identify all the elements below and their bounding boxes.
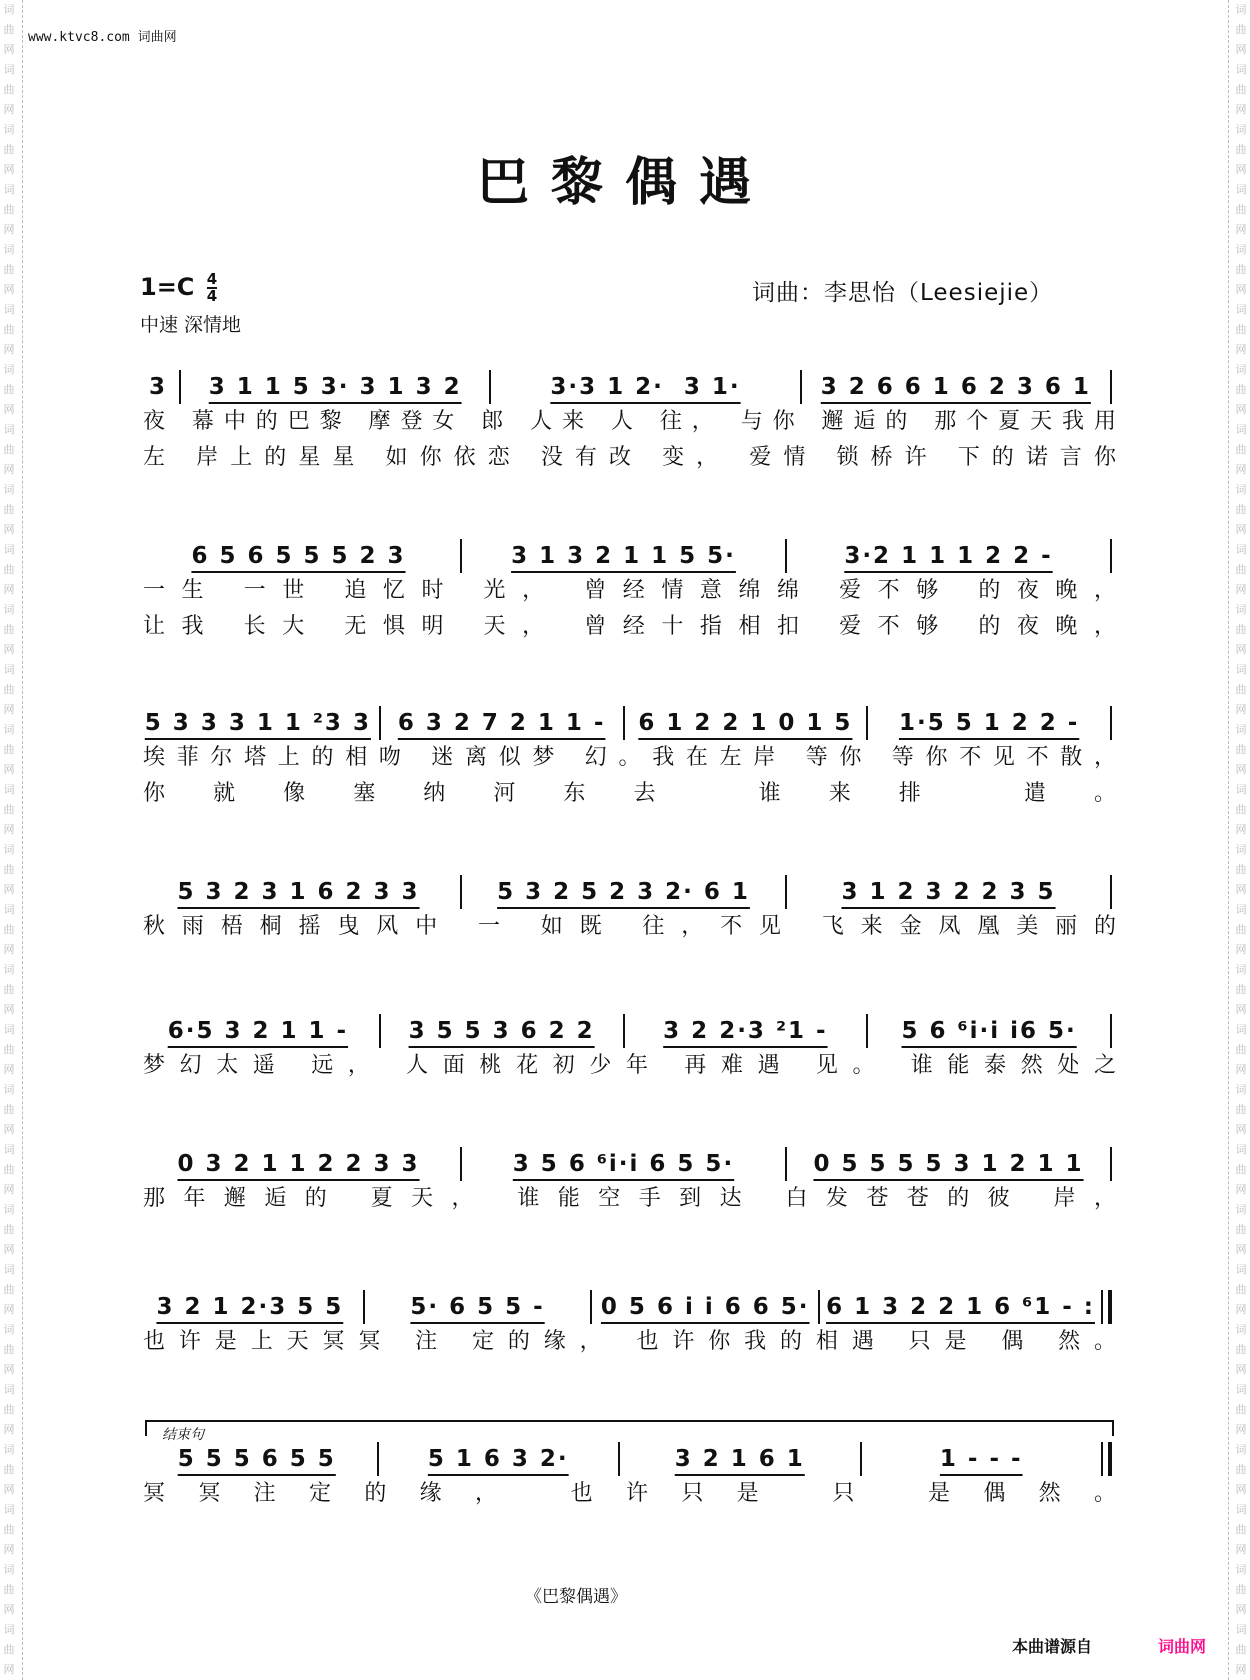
watermark-char: 网 <box>1235 943 1247 956</box>
watermark-char: 网 <box>1235 1543 1247 1556</box>
measure: 1 - - - <box>939 1446 1023 1472</box>
watermark-char: 网 <box>3 1543 15 1556</box>
watermark-char: 曲 <box>3 263 15 276</box>
watermark-char: 词 <box>1235 1083 1247 1096</box>
measure: 0 5 6 i i 6 6 5· <box>600 1294 810 1320</box>
watermark-char: 词 <box>1235 1503 1247 1516</box>
brand-link[interactable]: 词曲网 <box>1158 1637 1207 1656</box>
watermark-char: 词 <box>1235 123 1247 136</box>
lyric-line: 左 岸上的星星 如你依恋 没有改 变， 爱情 锁桥许 下的诺言你 <box>143 445 1118 470</box>
barline <box>785 875 787 909</box>
watermark-char: 词 <box>3 63 15 76</box>
watermark-char: 曲 <box>1235 1643 1247 1656</box>
measure: 6 3 2 7 2 1 1 - <box>397 710 606 736</box>
barline <box>1101 1290 1112 1324</box>
watermark-char: 曲 <box>1235 923 1247 936</box>
watermark-char: 词 <box>3 243 15 256</box>
watermark-char: 词 <box>3 603 15 616</box>
barline <box>363 1290 365 1324</box>
measure: 6·5 3 2 1 1 - <box>167 1018 349 1044</box>
watermark-char: 曲 <box>1235 1523 1247 1536</box>
coda-bracket <box>145 1420 1114 1436</box>
watermark-char: 曲 <box>1235 623 1247 636</box>
barline <box>785 539 787 573</box>
credits: 词曲：李思怡（Leesiejie） <box>752 280 1054 306</box>
lyric-line: 你就像塞纳河东去 谁来排 遣。 <box>143 781 1118 806</box>
watermark-char: 词 <box>3 903 15 916</box>
watermark-char: 网 <box>1235 1183 1247 1196</box>
watermark-char: 词 <box>1235 843 1247 856</box>
barline <box>590 1290 592 1324</box>
measure: 3 2 1 2·3 5 5 <box>156 1294 344 1320</box>
footer-title: 《巴黎偶遇》 <box>525 1587 627 1607</box>
watermark-char: 词 <box>3 1383 15 1396</box>
watermark-char: 曲 <box>1235 443 1247 456</box>
watermark-char: 词 <box>3 963 15 976</box>
watermark-char: 曲 <box>3 1283 15 1296</box>
watermark-char: 网 <box>3 283 15 296</box>
coda-label: 结束句 <box>162 1427 204 1443</box>
barline <box>379 1014 381 1048</box>
key: 1=C <box>140 273 195 301</box>
watermark-char: 词 <box>1235 423 1247 436</box>
barline <box>1101 1442 1112 1476</box>
measure: 1·5 5 1 2 2 - <box>898 710 1080 736</box>
watermark-char: 曲 <box>1235 23 1247 36</box>
watermark-char: 词 <box>1235 603 1247 616</box>
barline <box>460 875 462 909</box>
watermark-char: 网 <box>1235 1003 1247 1016</box>
watermark-char: 曲 <box>3 1043 15 1056</box>
watermark-char: 网 <box>1235 523 1247 536</box>
watermark-char: 曲 <box>3 803 15 816</box>
notation-line <box>143 1442 1118 1476</box>
watermark-char: 网 <box>1235 43 1247 56</box>
watermark-char: 曲 <box>3 623 15 636</box>
watermark-char: 网 <box>1235 463 1247 476</box>
watermark-char: 词 <box>1235 1203 1247 1216</box>
watermark-char: 曲 <box>3 1163 15 1176</box>
watermark-char: 网 <box>1235 1363 1247 1376</box>
score-system <box>143 1442 1118 1512</box>
score-system <box>143 1147 1118 1217</box>
watermark-char: 曲 <box>1235 1583 1247 1596</box>
barline <box>379 706 381 740</box>
watermark-char: 曲 <box>1235 263 1247 276</box>
measure: 5 1 6 3 2· <box>427 1446 569 1472</box>
measure: 3 2 6 6 1 6 2 3 6 1 <box>820 374 1091 400</box>
barline <box>489 370 491 404</box>
watermark-char: 词 <box>3 1503 15 1516</box>
watermark-char: 词 <box>3 1023 15 1036</box>
watermark-char: 网 <box>1235 403 1247 416</box>
barline <box>1110 370 1112 404</box>
watermark-char: 网 <box>1235 1243 1247 1256</box>
measure: 3 1 3 2 1 1 5 5· <box>511 543 736 569</box>
watermark-char: 网 <box>3 403 15 416</box>
score-system <box>143 370 1118 476</box>
watermark-char: 曲 <box>1235 1463 1247 1476</box>
barline <box>1110 875 1112 909</box>
barline <box>623 706 625 740</box>
score-system <box>143 1290 1118 1360</box>
watermark-char: 词 <box>3 663 15 676</box>
watermark-char: 曲 <box>1235 323 1247 336</box>
watermark-char: 曲 <box>1235 983 1247 996</box>
lyric-line: 秋雨梧桐摇曳风中 一 如既 往，不见 飞来金凤凰美丽的 <box>143 914 1118 939</box>
watermark-char: 词 <box>1235 1023 1247 1036</box>
measure: 6 5 6 5 5 5 2 3 <box>191 543 406 569</box>
barline <box>818 1290 820 1324</box>
watermark-char: 词 <box>3 1143 15 1156</box>
watermark-char: 网 <box>3 1003 15 1016</box>
watermark-char: 网 <box>1235 1423 1247 1436</box>
watermark-char: 网 <box>1235 223 1247 236</box>
watermark-char: 网 <box>3 1303 15 1316</box>
measure: 0 5 5 5 5 3 1 2 1 1 <box>813 1151 1084 1177</box>
watermark-char: 网 <box>3 523 15 536</box>
measure: 6 1 2 2 1 0 1 5 <box>638 710 853 736</box>
measure: 3 <box>148 374 167 400</box>
watermark-char: 词 <box>1235 1323 1247 1336</box>
lyric-line: 埃菲尔塔上的相吻 迷离似梦 幻。我在左岸 等你 等你不见不散， <box>143 745 1118 770</box>
watermark-char: 曲 <box>1235 563 1247 576</box>
time-signature <box>207 272 217 304</box>
measure: 3 1 2 3 2 2 3 5 <box>841 879 1056 905</box>
watermark-char: 词 <box>3 1263 15 1276</box>
score-system <box>143 706 1118 812</box>
lyric-line: 也许是上天冥冥 注 定的缘， 也许你我的相遇 只是 偶 然。 <box>143 1329 1118 1354</box>
watermark-char: 网 <box>3 1183 15 1196</box>
watermark-char: 词 <box>3 1623 15 1636</box>
watermark-char: 网 <box>3 1603 15 1616</box>
watermark-char: 网 <box>1235 1663 1247 1676</box>
watermark-char: 网 <box>1235 103 1247 116</box>
watermark-char: 网 <box>3 1363 15 1376</box>
watermark-char: 词 <box>1235 723 1247 736</box>
watermark-char: 网 <box>3 1063 15 1076</box>
lyric-line: 一生 一世 追忆时 光， 曾经情意绵绵 爱不够 的夜晚， <box>143 578 1118 603</box>
watermark-char: 网 <box>1235 163 1247 176</box>
measure: 5 3 2 3 1 6 2 3 3 <box>177 879 420 905</box>
watermark-char: 曲 <box>1235 1103 1247 1116</box>
barline <box>377 1442 379 1476</box>
watermark-char: 词 <box>1235 903 1247 916</box>
notation-line <box>143 1147 1118 1181</box>
barline <box>785 1147 787 1181</box>
watermark-char: 网 <box>1235 1603 1247 1616</box>
watermark-char: 网 <box>3 463 15 476</box>
watermark-char: 网 <box>1235 823 1247 836</box>
measure: 5 6 ⁶i·i i6 5· <box>901 1018 1077 1044</box>
watermark-char: 词 <box>3 783 15 796</box>
measure: 3 2 1 6 1 <box>674 1446 805 1472</box>
watermark-char: 网 <box>3 643 15 656</box>
watermark-char: 网 <box>3 583 15 596</box>
lyric-line: 梦幻太遥 远， 人面桃花初少年 再难遇 见。 谁能泰然处之 <box>143 1053 1118 1078</box>
watermark-char: 曲 <box>1235 803 1247 816</box>
lyric-line: 夜 幕中的巴黎 摩登女 郎 人来 人 往， 与你 邂逅的 那个夏天我用 <box>143 409 1118 434</box>
barline <box>1110 539 1112 573</box>
notation-line <box>143 706 1118 740</box>
watermark-char: 曲 <box>1235 203 1247 216</box>
watermark-char: 网 <box>1235 1123 1247 1136</box>
watermark-char: 曲 <box>3 1223 15 1236</box>
watermark-char: 曲 <box>1235 863 1247 876</box>
watermark-char: 词 <box>3 1323 15 1336</box>
watermark-char: 曲 <box>3 203 15 216</box>
notation-line <box>143 1290 1118 1324</box>
barline <box>860 1442 862 1476</box>
watermark-char: 曲 <box>3 983 15 996</box>
watermark-char: 词 <box>3 1563 15 1576</box>
measure: 3·2 1 1 1 2 2 - <box>844 543 1053 569</box>
watermark-char: 词 <box>3 1083 15 1096</box>
watermark-char: 词 <box>1235 483 1247 496</box>
watermark-char: 网 <box>3 1243 15 1256</box>
barline <box>618 1442 620 1476</box>
measure: 6 1 3 2 2 1 6 ⁶1 - : <box>826 1294 1095 1320</box>
measure: 5 3 3 3 1 1 ²3 3 <box>144 710 371 736</box>
watermark-char: 曲 <box>3 563 15 576</box>
watermark-char: 曲 <box>1235 503 1247 516</box>
barline <box>179 370 181 404</box>
watermark-char: 曲 <box>3 503 15 516</box>
watermark-char: 网 <box>3 163 15 176</box>
measure: 5 5 5 6 5 5 <box>177 1446 336 1472</box>
watermark-char: 词 <box>3 363 15 376</box>
watermark-char: 曲 <box>3 1103 15 1116</box>
watermark-char: 词 <box>1235 663 1247 676</box>
watermark-char: 曲 <box>1235 1283 1247 1296</box>
barline <box>623 1014 625 1048</box>
tempo-marking: 中速 深情地 <box>140 314 242 336</box>
watermark-char: 网 <box>1235 343 1247 356</box>
notation-line <box>143 875 1118 909</box>
watermark-char: 曲 <box>3 923 15 936</box>
watermark-char: 词 <box>1235 3 1247 16</box>
barline <box>1110 1147 1112 1181</box>
watermark-char: 网 <box>3 883 15 896</box>
source-label: 本曲谱源自 <box>1012 1637 1093 1656</box>
watermark-char: 网 <box>3 103 15 116</box>
watermark-char: 词 <box>3 183 15 196</box>
score-system <box>143 875 1118 945</box>
measure: 3 1 1 5 3· 3 1 3 2 <box>208 374 462 400</box>
notation-line <box>143 370 1118 404</box>
watermark-char: 网 <box>3 823 15 836</box>
watermark-char: 词 <box>3 1443 15 1456</box>
measure: 5· 6 5 5 - <box>410 1294 545 1320</box>
margin-watermark <box>2 0 16 1680</box>
watermark-char: 词 <box>1235 363 1247 376</box>
lyric-line: 让我 长大 无惧明 天， 曾经十指相扣 爱不够 的夜晚， <box>143 614 1118 639</box>
watermark-char: 网 <box>1235 643 1247 656</box>
watermark-char: 网 <box>1235 283 1247 296</box>
margin-divider <box>22 0 23 1680</box>
watermark-char: 词 <box>1235 243 1247 256</box>
watermark-char: 曲 <box>1235 383 1247 396</box>
watermark-char: 曲 <box>1235 683 1247 696</box>
watermark-char: 词 <box>1235 783 1247 796</box>
watermark-char: 词 <box>1235 963 1247 976</box>
watermark-char: 词 <box>3 843 15 856</box>
watermark-char: 网 <box>1235 1063 1247 1076</box>
watermark-char: 词 <box>1235 303 1247 316</box>
notation-line <box>143 539 1118 573</box>
song-title: 巴黎偶遇 <box>476 152 773 213</box>
barline <box>1110 1014 1112 1048</box>
key-signature <box>140 272 217 304</box>
watermark-char: 曲 <box>3 323 15 336</box>
watermark-char: 曲 <box>3 443 15 456</box>
barline <box>460 1147 462 1181</box>
watermark-char: 曲 <box>3 1343 15 1356</box>
watermark-char: 曲 <box>1235 1163 1247 1176</box>
watermark-char: 词 <box>3 303 15 316</box>
watermark-char: 词 <box>1235 1443 1247 1456</box>
watermark-char: 曲 <box>1235 1403 1247 1416</box>
watermark-char: 曲 <box>3 1583 15 1596</box>
watermark-char: 曲 <box>3 23 15 36</box>
time-bottom: 4 <box>206 287 218 305</box>
time-top: 4 <box>206 270 218 288</box>
barline <box>866 706 868 740</box>
watermark-char: 曲 <box>1235 1343 1247 1356</box>
watermark-char: 网 <box>3 1483 15 1496</box>
watermark-char: 词 <box>1235 1383 1247 1396</box>
watermark-char: 网 <box>1235 703 1247 716</box>
measure: 3 5 5 3 6 2 2 <box>408 1018 595 1044</box>
watermark-char: 网 <box>3 343 15 356</box>
measure: 0 3 2 1 1 2 2 3 3 <box>177 1151 420 1177</box>
watermark-char: 网 <box>1235 1483 1247 1496</box>
watermark-char: 词 <box>1235 1563 1247 1576</box>
watermark-char: 曲 <box>3 1403 15 1416</box>
watermark-char: 网 <box>3 943 15 956</box>
watermark-char: 曲 <box>1235 1043 1247 1056</box>
watermark-char: 曲 <box>3 743 15 756</box>
margin-watermark <box>1234 0 1248 1680</box>
watermark-char: 曲 <box>1235 83 1247 96</box>
watermark-char: 曲 <box>3 1463 15 1476</box>
watermark-char: 词 <box>1235 63 1247 76</box>
measure: 5 3 2 5 2 3 2· 6 1 <box>497 879 750 905</box>
watermark-char: 曲 <box>3 143 15 156</box>
watermark-char: 词 <box>3 543 15 556</box>
measure: 3 2 2·3 ²1 - <box>663 1018 828 1044</box>
watermark-char: 曲 <box>3 1523 15 1536</box>
score-system <box>143 1014 1118 1084</box>
watermark-char: 词 <box>1235 1623 1247 1636</box>
watermark-char: 网 <box>3 223 15 236</box>
watermark-char: 曲 <box>3 1643 15 1656</box>
watermark-char: 曲 <box>1235 743 1247 756</box>
watermark-char: 网 <box>3 43 15 56</box>
margin-divider <box>1228 0 1229 1680</box>
watermark-char: 网 <box>1235 763 1247 776</box>
watermark-char: 词 <box>3 723 15 736</box>
barline <box>1110 706 1112 740</box>
lyric-line: 冥冥注定的缘， 也许只是 只 是偶然。 <box>143 1481 1118 1506</box>
watermark-char: 网 <box>3 703 15 716</box>
watermark-char: 网 <box>1235 883 1247 896</box>
watermark-char: 曲 <box>1235 1223 1247 1236</box>
watermark-char: 词 <box>3 1203 15 1216</box>
watermark-char: 词 <box>3 123 15 136</box>
watermark-char: 曲 <box>3 83 15 96</box>
watermark-char: 网 <box>3 1423 15 1436</box>
watermark-char: 网 <box>3 763 15 776</box>
watermark-char: 网 <box>3 1663 15 1676</box>
lyric-line: 那年邂逅的 夏天， 谁能空手到达 白发苍苍的彼 岸， <box>143 1186 1118 1211</box>
watermark-char: 曲 <box>3 683 15 696</box>
watermark-char: 词 <box>1235 543 1247 556</box>
barline <box>800 370 802 404</box>
watermark-char: 词 <box>3 483 15 496</box>
watermark-char: 词 <box>1235 183 1247 196</box>
score-system <box>143 539 1118 645</box>
measure: 3·3 1 2· 3 1· <box>550 374 741 400</box>
watermark-char: 词 <box>3 3 15 16</box>
watermark-char: 网 <box>1235 583 1247 596</box>
barline <box>460 539 462 573</box>
watermark-char: 词 <box>3 423 15 436</box>
watermark-char: 词 <box>1235 1263 1247 1276</box>
watermark-char: 曲 <box>3 863 15 876</box>
measure: 3 5 6 ⁶i·i 6 5 5· <box>512 1151 735 1177</box>
watermark-char: 词 <box>1235 1143 1247 1156</box>
watermark-char: 网 <box>3 1123 15 1136</box>
barline <box>866 1014 868 1048</box>
site-watermark: www.ktvc8.com 词曲网 <box>28 30 177 45</box>
watermark-char: 曲 <box>1235 143 1247 156</box>
notation-line <box>143 1014 1118 1048</box>
watermark-char: 网 <box>1235 1303 1247 1316</box>
watermark-char: 曲 <box>3 383 15 396</box>
